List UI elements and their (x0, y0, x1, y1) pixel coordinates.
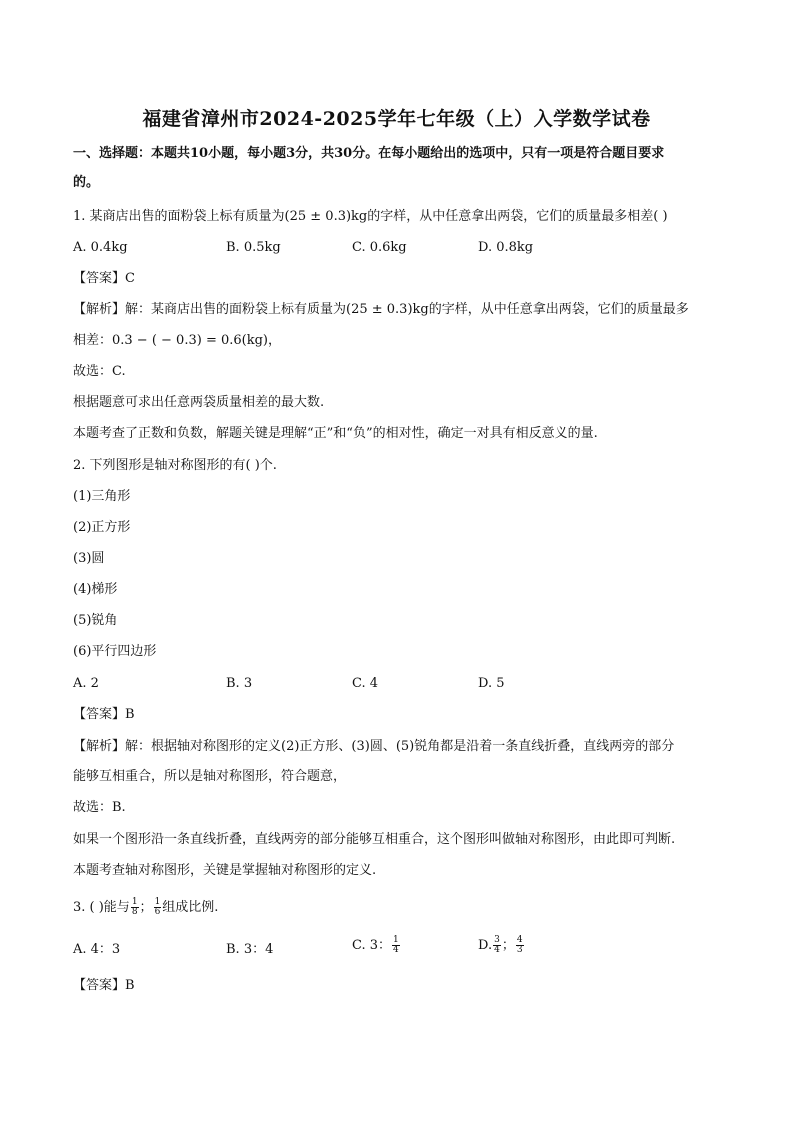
question-3-stem (73, 898, 218, 917)
q3-option-d-prefix: D. (478, 938, 493, 953)
q1-option-c: C. 0.6kg (352, 240, 407, 255)
q2-note-2: 本题考查轴对称图形，关键是掌握轴对称图形的定义. (73, 863, 377, 878)
q2-analysis-line-2: 能够互相重合，所以是轴对称图形，符合题意， (73, 769, 347, 784)
q3-answer: 【答案】B (73, 978, 135, 993)
q3-option-d-separator: ； (501, 938, 515, 953)
q3-stem-prefix: 3. ( )能与 (73, 900, 130, 915)
fraction-numerator: 1 (393, 935, 399, 945)
q2-item: (3)圆 (73, 551, 105, 566)
fraction-numerator: 4 (516, 935, 523, 945)
q2-option-d: D. 5 (478, 676, 505, 691)
fraction-denominator: 4 (494, 945, 500, 955)
q2-item: (5)锐角 (73, 613, 118, 628)
q2-analysis-line-1: 【解析】解：根据轴对称图形的定义(2)正方形、(3)圆、(5)锐角都是沿着一条直线折叠，直线两旁的部分 (73, 739, 675, 754)
q2-option-b: B. 3 (226, 676, 253, 691)
q1-note-1: 根据题意可求出任意两袋质量相差的最大数. (73, 395, 325, 410)
fraction-denominator: 4 (393, 945, 399, 955)
q2-option-c: C. 4 (352, 676, 379, 691)
q2-choose: 故选：B. (73, 800, 126, 815)
q3-fraction-2 (154, 898, 162, 917)
q1-option-a: A. 0.4kg (73, 240, 128, 255)
fraction-denominator: 3 (516, 945, 523, 955)
q3-fraction-1 (131, 898, 139, 917)
q2-note-1: 如果一个图形沿一条直线折叠，直线两旁的部分能够互相重合，这个图形叫做轴对称图形，由此即可判断. (73, 832, 676, 847)
q1-option-b: B. 0.5kg (226, 240, 281, 255)
q3-stem-separator: ； (139, 900, 153, 915)
q2-item: (4)梯形 (73, 582, 118, 597)
q3-option-d-fraction-2 (516, 936, 524, 955)
q3-option-c-prefix: C. 3： (352, 938, 392, 953)
q2-option-a: A. 2 (73, 676, 99, 691)
q1-option-d: D. 0.8kg (478, 240, 534, 255)
q3-option-d (478, 936, 525, 955)
q3-option-c (352, 936, 401, 955)
q2-item: (6)平行四边形 (73, 644, 157, 659)
fraction-denominator: 6 (154, 907, 161, 917)
section-heading: 一、选择题：本题共10小题，每小题3分，共30分。在每小题给出的选项中，只有一项是符合题目要求 (73, 146, 665, 161)
q2-item: (1)三角形 (73, 489, 131, 504)
section-heading-cont: 的。 (73, 175, 100, 190)
question-1-stem: 1. 某商店出售的面粉袋上标有质量为(25 ± 0.3)kg的字样，从中任意拿出两袋，它们的质量最多相差( ) (73, 209, 668, 224)
q2-item: (2)正方形 (73, 520, 131, 535)
q1-note-2: 本题考查了正数和负数，解题关键是理解“正”和“负”的相对性，确定一对具有相反意义的量. (73, 426, 598, 441)
fraction-denominator: 8 (131, 907, 138, 917)
q3-option-c-fraction (392, 936, 400, 955)
page-title: 福建省漳州市2024-2025学年七年级（上）入学数学试卷 (142, 108, 651, 130)
q3-option-d-fraction-1 (493, 936, 501, 955)
question-2-stem: 2. 下列图形是轴对称图形的有( )个. (73, 458, 277, 473)
fraction-numerator: 1 (154, 897, 161, 907)
q2-answer: 【答案】B (73, 707, 135, 722)
fraction-numerator: 3 (494, 935, 500, 945)
q1-analysis-line-1: 【解析】解：某商店出售的面粉袋上标有质量为(25 ± 0.3)kg的字样，从中任意拿出两袋，它们的质量最多 (73, 302, 689, 317)
q3-option-a: A. 4：3 (73, 942, 121, 957)
q3-stem-suffix: 组成比例. (162, 900, 219, 915)
q1-answer: 【答案】C (73, 271, 135, 286)
q1-choose: 故选：C. (73, 364, 126, 379)
q3-option-b: B. 3：4 (226, 942, 274, 957)
fraction-numerator: 1 (131, 897, 138, 907)
q1-analysis-line-2: 相差：0.3 − ( − 0.3) = 0.6(kg)， (73, 333, 281, 348)
